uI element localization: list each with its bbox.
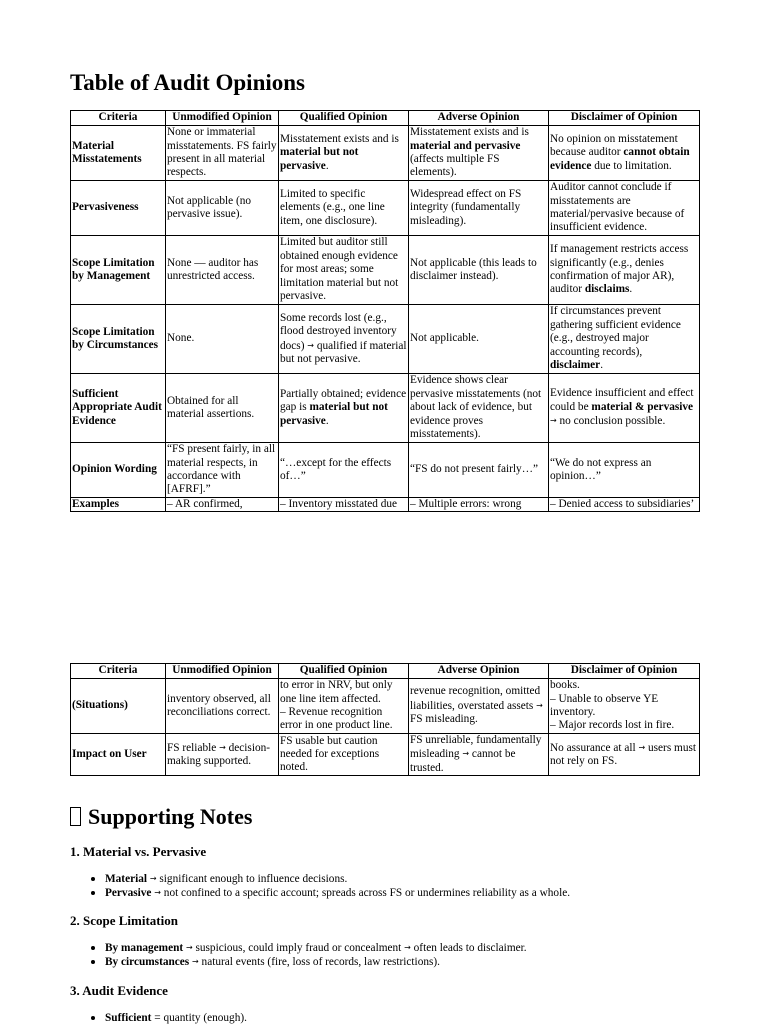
unmodified-cell: Obtained for all material assertions.: [166, 374, 279, 443]
cell-line: – Unable to observe YE inventory.: [550, 692, 659, 718]
cell-text: No assurance at all: [550, 741, 639, 754]
arrow-icon: →: [154, 888, 161, 897]
adverse-cell: – Multiple errors: wrong: [409, 498, 549, 512]
cell-text: If management restricts access significantly (e.g., denies confirmation of major AR), auditor: [550, 243, 689, 296]
qualified-cell: Limited but auditor still obtained enough evidence for most areas; some limitation material but not pervasive.: [279, 236, 409, 305]
arrow-icon: →: [149, 874, 157, 883]
list-item: [70, 872, 570, 886]
cell-emphasis: disclaimer: [550, 359, 601, 372]
arrow-icon: →: [462, 749, 470, 759]
cell-text: no conclusion possible.: [556, 415, 666, 428]
note-term: Sufficient: [105, 1012, 152, 1024]
adverse-cell: Evidence shows clear pervasive misstatements (not about lack of evidence, but evidence proves misstatements).: [409, 374, 549, 443]
cell-text: Partially obtained; evidence gap is: [280, 387, 407, 414]
arrow-icon: →: [307, 340, 314, 350]
note-text: often leads to disclaimer.: [410, 942, 527, 954]
table-row: [71, 305, 700, 374]
column-header: Adverse Opinion: [409, 111, 549, 126]
table-header-row: [71, 664, 700, 679]
unmodified-cell: None.: [166, 305, 279, 374]
criteria-cell: Scope Limitation by Management: [71, 236, 166, 305]
table-row: [71, 374, 700, 443]
table-row: [71, 734, 700, 776]
note-text: not confined to a specific account; spreads across FS or undermines reliability as a whole.: [160, 887, 571, 899]
column-header: Criteria: [71, 111, 166, 126]
cell-text: revenue recognition, omitted liabilities, overstated assets: [410, 685, 541, 712]
note-section-title: 1. Material vs. Pervasive: [70, 844, 207, 859]
cell-text: Some records lost (e.g., flood destroyed inventory docs): [280, 311, 397, 352]
list-item: [70, 1011, 247, 1025]
arrow-icon: →: [219, 742, 226, 752]
qualified-cell: [279, 126, 409, 181]
cell-emphasis: material but not pervasive: [280, 146, 359, 172]
column-header: Unmodified Opinion: [166, 111, 279, 126]
arrow-icon: →: [638, 742, 646, 752]
adverse-cell: [409, 126, 549, 181]
arrow-icon: →: [404, 943, 411, 952]
table-row: [71, 443, 700, 498]
criteria-cell: Sufficient Appropriate Audit Evidence: [71, 374, 166, 443]
adverse-cell: [409, 679, 549, 734]
arrow-icon: →: [185, 943, 193, 952]
column-header: Adverse Opinion: [409, 664, 549, 679]
unmodified-cell: – AR confirmed,: [166, 498, 279, 512]
cell-text: .: [629, 283, 633, 296]
cell-emphasis: disclaims: [584, 283, 630, 296]
cell-emphasis: material but not pervasive: [280, 401, 388, 427]
qualified-cell: “…except for the effects of…”: [279, 443, 409, 498]
column-header: Disclaimer of Opinion: [549, 111, 700, 126]
list-item: [70, 941, 527, 955]
criteria-cell: Scope Limitation by Circumstances: [71, 305, 166, 374]
disclaimer-cell: [549, 679, 700, 734]
qualified-cell: FS usable but caution needed for exceptions noted.: [279, 734, 409, 776]
criteria-cell: Material Misstatements: [71, 126, 166, 181]
unmodified-cell: None or immaterial misstatements. FS fairly present in all material respects.: [166, 126, 279, 181]
unmodified-cell: “FS present fairly, in all material respects, in accordance with [AFRF].”: [166, 443, 279, 498]
cell-line: – Major records lost in fire.: [550, 719, 675, 732]
disclaimer-cell: [549, 734, 700, 776]
note-list: [70, 872, 570, 900]
disclaimer-cell: [549, 305, 700, 374]
cell-text: Misstatement exists and is: [410, 126, 529, 139]
disclaimer-cell: [549, 236, 700, 305]
unmodified-cell: Not applicable (no pervasive issue).: [166, 181, 279, 236]
column-header: Qualified Opinion: [279, 664, 409, 679]
note-section-title: 3. Audit Evidence: [70, 983, 168, 998]
disclaimer-cell: “We do not express an opinion…”: [549, 443, 700, 498]
cell-emphasis: cannot obtain evidence: [550, 146, 690, 172]
adverse-cell: Not applicable.: [409, 305, 549, 374]
disclaimer-cell: – Denied access to subsidiaries’: [549, 498, 700, 512]
note-list: [70, 1011, 247, 1025]
arrow-icon: →: [536, 700, 543, 710]
note-term: Material: [105, 873, 148, 885]
cell-text: .: [325, 414, 329, 427]
list-item: [70, 955, 527, 969]
qualified-cell: [279, 679, 409, 734]
criteria-cell: Examples: [71, 498, 166, 512]
cell-text: due to limitation.: [591, 159, 672, 172]
column-header: Unmodified Opinion: [166, 664, 279, 679]
disclaimer-cell: [549, 126, 700, 181]
criteria-cell: (Situations): [71, 679, 166, 734]
cell-text: Evidence insufficient and effect could be: [550, 387, 694, 413]
arrow-icon: →: [550, 416, 557, 426]
supporting-notes-heading: [70, 802, 252, 832]
table-row: [71, 181, 700, 236]
criteria-cell: Pervasiveness: [71, 181, 166, 236]
disclaimer-cell: Auditor cannot conclude if misstatements are material/pervasive because of insufficient evidence.: [549, 181, 700, 236]
cell-emphasis: material and pervasive: [410, 139, 521, 152]
missing-glyph-icon: [70, 807, 81, 826]
note-section-title: 2. Scope Limitation: [70, 913, 178, 928]
adverse-cell: Not applicable (this leads to disclaimer instead).: [409, 236, 549, 305]
adverse-cell: “FS do not present fairly…”: [409, 443, 549, 498]
unmodified-cell: None — auditor has unrestricted access.: [166, 236, 279, 305]
adverse-cell: [409, 734, 549, 776]
qualified-cell: [279, 374, 409, 443]
cell-text: FS reliable: [167, 741, 220, 754]
table-row: [71, 498, 700, 512]
qualified-cell: Limited to specific elements (e.g., one line item, one disclosure).: [279, 181, 409, 236]
table-row: [71, 679, 700, 734]
cell-text: .: [600, 359, 604, 372]
cell-line: to error in NRV, but only one line item affected.: [280, 679, 393, 705]
criteria-cell: Impact on User: [71, 734, 166, 776]
note-text: suspicious, could imply fraud or concealment: [192, 942, 405, 954]
cell-line: – Revenue recognition error in one product line.: [280, 706, 393, 732]
note-term: By management: [105, 942, 184, 954]
column-header: Qualified Opinion: [279, 111, 409, 126]
cell-text: (affects multiple FS elements).: [410, 153, 500, 179]
cell-text: qualified if material but not pervasive.: [280, 339, 407, 365]
list-item: [70, 886, 570, 900]
cell-text: FS unreliable, fundamentally misleading: [410, 734, 542, 761]
column-header: Criteria: [71, 664, 166, 679]
adverse-cell: Widespread effect on FS integrity (fundamentally misleading).: [409, 181, 549, 236]
audit-opinions-table-continued: [70, 663, 700, 776]
note-term: By circumstances: [105, 956, 190, 968]
cell-text: users must not rely on FS.: [550, 741, 697, 768]
cell-line: books.: [550, 679, 580, 692]
cell-text: If circumstances prevent gathering sufficient evidence (e.g., destroyed major accounting records),: [550, 305, 681, 358]
qualified-cell: – Inventory misstated due: [279, 498, 409, 512]
note-list: [70, 941, 527, 969]
cell-text: No opinion on misstatement because auditor: [550, 132, 678, 159]
note-text: = quantity (enough).: [151, 1012, 247, 1024]
page-title: Table of Audit Opinions: [70, 70, 305, 95]
unmodified-cell: [166, 734, 279, 776]
cell-text: cannot be trusted.: [410, 748, 516, 774]
criteria-cell: Opinion Wording: [71, 443, 166, 498]
cell-text: decision-making supported.: [167, 741, 271, 768]
note-term: Pervasive: [105, 887, 152, 899]
table-row: [71, 236, 700, 305]
column-header: Disclaimer of Opinion: [549, 664, 700, 679]
table-row: [71, 126, 700, 181]
note-text: natural events (fire, loss of records, law restrictions).: [198, 956, 440, 968]
audit-opinions-table: [70, 110, 700, 512]
table-header-row: [71, 111, 700, 126]
unmodified-cell: inventory observed, all reconciliations correct.: [166, 679, 279, 734]
qualified-cell: [279, 305, 409, 374]
cell-text: FS misleading.: [410, 713, 478, 726]
supporting-notes-title: Supporting Notes: [88, 804, 253, 829]
cell-emphasis: material & pervasive: [591, 400, 694, 413]
cell-text: Misstatement exists and is: [280, 132, 399, 145]
arrow-icon: →: [192, 957, 199, 966]
note-text: significant enough to influence decisions.: [156, 873, 348, 885]
disclaimer-cell: [549, 374, 700, 443]
cell-text: .: [325, 159, 329, 172]
